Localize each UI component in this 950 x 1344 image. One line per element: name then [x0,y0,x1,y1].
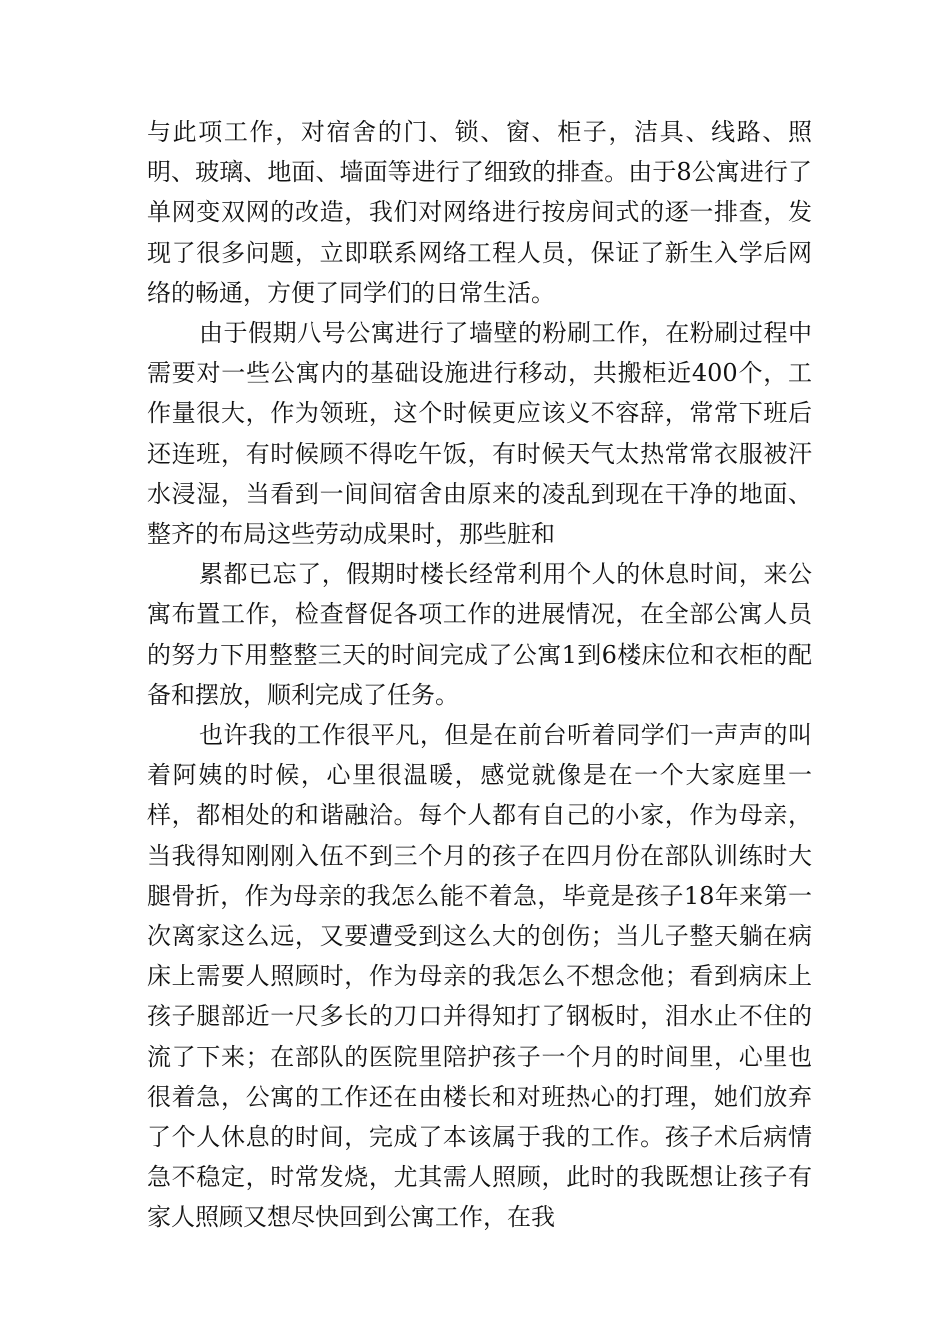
paragraph-4: 也许我的工作很平凡，但是在前台听着同学们一声声的叫着阿姨的时候，心里很温暖，感觉就像是在一个大家庭里一样，都相处的和谐融洽。每个人都有自己的小家，作为母亲，当我得知刚刚入伍不到三个月的孩子在四月份在部队训练时大腿骨折，作为母亲的我怎么能不着急，毕竟是孩子18年来第一次离家这么远，又要遭受到这么大的创伤；当儿子整天躺在病床上需要人照顾时，作为母亲的我怎么不想念他；看到病床上孩子腿部近一尺多长的刀口并得知打了钢板时，泪水止不住的流了下来；在部队的医院里陪护孩子一个月的时间里，心里也很着急，公寓的工作还在由楼长和对班热心的打理，她们放弃了个人休息的时间，完成了本该属于我的工作。孩子术后病情急不稳定，时常发烧，尤其需人照顾，此时的我既想让孩子有家人照顾又想尽快回到公寓工作，在我 [147,721,812,1232]
paragraph-1: 与此项工作，对宿舍的门、锁、窗、柜子，洁具、线路、照明、玻璃、地面、墙面等进行了细致的排查。由于8公寓进行了单网变双网的改造，我们对网络进行按房间式的逐一排查，发现了很多问题，立即联系网络工程人员，保证了新生入学后网络的畅通，方便了同学们的日常生活。 [147,118,812,307]
paragraph-3: 累都已忘了，假期时楼长经常利用个人的休息时间，来公寓布置工作，检查督促各项工作的进展情况，在全部公寓人员的努力下用整整三天的时间完成了公寓1到6楼床位和衣柜的配备和摆放，顺利完成了任务。 [147,560,812,709]
paragraph-2: 由于假期八号公寓进行了墙壁的粉刷工作，在粉刷过程中需要对一些公寓内的基础设施进行移动，共搬柜近400个，工作量很大，作为领班，这个时候更应该义不容辞，常常下班后还连班，有时候顾不得吃午饭，有时候天气太热常常衣服被汗水浸湿，当看到一间间宿舍由原来的凌乱到现在干净的地面、整齐的布局这些劳动成果时，那些脏和 [147,319,812,549]
document-body [147,112,812,1238]
